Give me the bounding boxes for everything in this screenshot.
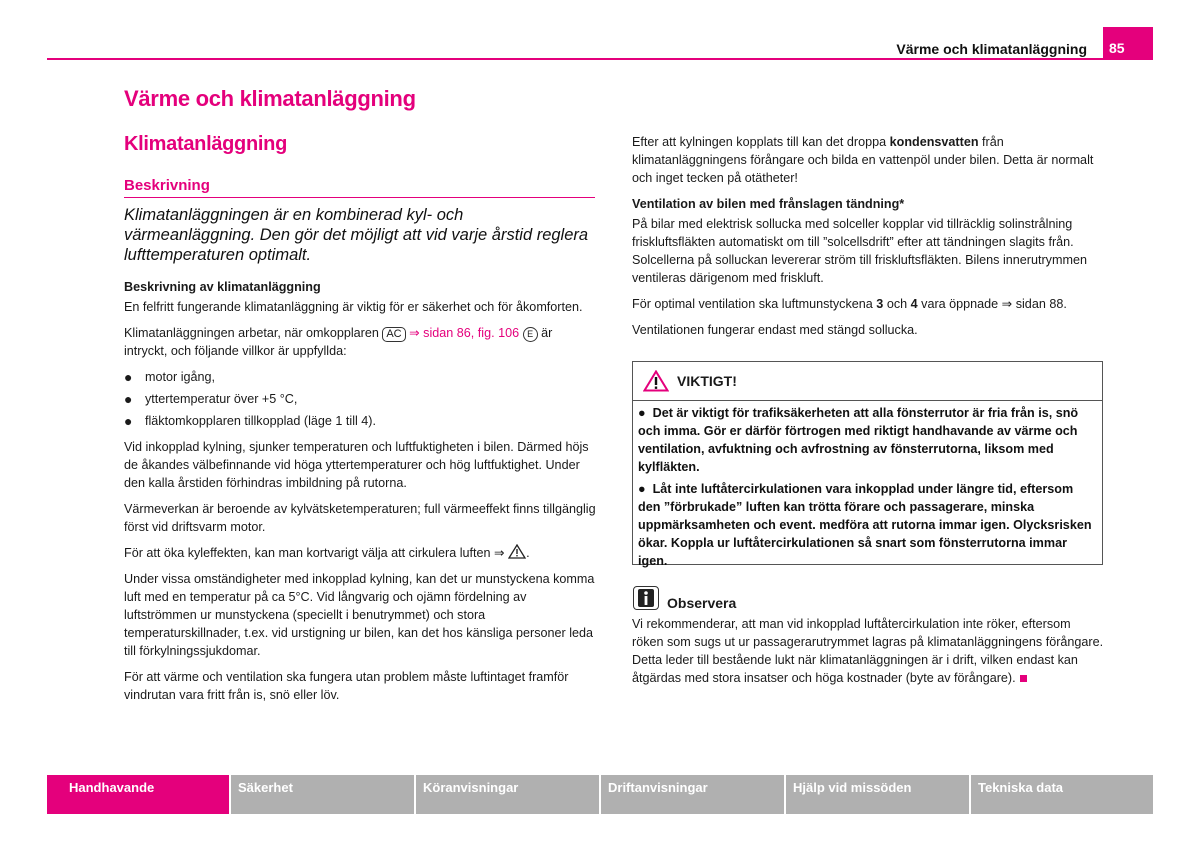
page-number: 85 [1103,27,1153,59]
nav-tab-sakerhet[interactable]: Säkerhet [231,775,414,814]
bullet-icon: ● [124,391,133,407]
callout-circle: E [523,327,538,342]
chapter-title: Värme och klimatanläggning [124,86,416,111]
end-marker-icon [1020,675,1027,682]
warning-body [633,401,1102,570]
subsection-rule [124,197,595,198]
bullet-icon: ● [124,369,133,385]
paragraph: För att öka kyleffekten, kan man kortvarigt välja att cirkulera luften ⇒ . [124,546,530,560]
paragraph: För att värme och ventilation ska fungera utan problem måste luftintaget framför vindrutan vara fritt från is, snö eller löv. [124,670,569,702]
intro-text: Klimatanläggningen är en kombinerad kyl- och värmeanläggning. Den gör det möjligt att vid varje årstid reglera lufttemperaturen optimalt. [124,206,589,264]
left-column [124,278,599,712]
bullet-icon: ● [638,482,653,496]
warning-box [632,361,1103,568]
cross-reference-link[interactable]: ⇒ sidan 86, fig. 106 [409,326,520,340]
subheading-ventilation: Ventilation av bilen med frånslagen tändning* [632,197,905,211]
warning-triangle-icon[interactable] [508,544,526,559]
paragraph-condensation: Efter att kylningen kopplats till kan det droppa kondensvatten från klimatanläggningens förångare och bilda en vattenpöl under bilen. Detta är normalt och inget tecken på otätheter! [632,135,1094,185]
warning-triangle-icon [643,370,669,392]
nav-tab-hjalp[interactable]: Hjälp vid missöden [786,775,969,814]
nav-tab-handhavande[interactable]: Handhavande [47,775,229,814]
bullet-icon: ● [638,406,653,420]
note-text: Vi rekommenderar, att man vid inkopplad luftåtercirkulation inte röker, eftersom röken som sugs ut ur passagerarutrymmet lagras på klimatanläggningens förångare. Detta leder till bestående lukt när klimatanläggningen är i drift, vilken endast kan åtgärdas med stora insatser och höga kostnader (byte av förångare). [632,617,1104,685]
note-title: Observera [667,595,737,611]
bullet-icon: ● [124,413,133,429]
warning-header [633,362,1102,401]
list-item: ● fläktomkopplaren tillkopplad (läge 1 till 4). [124,413,377,429]
ac-button-symbol: AC [382,327,405,342]
list-item: ● motor igång, [124,369,216,385]
paragraph: En felfritt fungerande klimatanläggning är viktig för er säkerhet och för åkomforten. [124,300,583,314]
list-item: ● yttertemperatur över +5 °C, [124,391,298,407]
paragraph: Vid inkopplad kylning, sjunker temperaturen och luftfuktigheten i bilen. Därmed höjs de åkandes välbefinnande vid höga yttertemperaturer och hög luftfuktighet. Under den kalla årstiden förhindras imbildning på rutorna. [124,440,589,490]
running-header-title: Värme och klimatanläggning [896,41,1087,57]
subsection-title: Beskrivning [124,177,210,194]
warning-title: VIKTIGT! [677,373,737,389]
nav-tab-driftanvisningar[interactable]: Driftanvisningar [601,775,784,814]
warning-item: ● Det är viktigt för trafiksäkerheten att alla fönsterrutor är fria från is, snö och imma. Gör er därför förtrogen med riktigt handhavande av värme och ventilation, avfuktning och avfrostning av fönsterrutorna, liksom med kylfläkten. [638,406,1079,474]
paragraph-ac: Klimatanläggningen arbetar, när omkopplaren AC ⇒ sidan 86, fig. 106 E är intryckt, och följande villkor är uppfyllda: [124,326,553,358]
subheading-description: Beskrivning av klimatanläggning [124,280,321,294]
info-icon [633,586,659,610]
header-rule [47,58,1153,60]
right-column [632,133,1104,347]
paragraph: Under vissa omständigheter med inkopplad kylning, kan det ur munstyckena komma luft med en temperatur på ca 5°C. Vid långvarig och ojämn fördelning av luftströmmen ur munstyckena (speciellt i benutrymmet) och stora temperaturskillnader, t.ex. vid urstigning ur bilen, kan det hos känsliga personer leda till förkylningssjukdomar. [124,572,595,658]
nav-tab-koranvisningar[interactable]: Köranvisningar [416,775,599,814]
paragraph: På bilar med elektrisk sollucka med solceller kopplar vid tillräcklig solinstrålning friskluftsfläkten automatiskt om till ”solcellsdrift” efter att tändningen slagits från. Solcellerna på solluckan levererar ström till friskluftsfläkten. Bilens innerutrymmen ventileras därigenom med friskluft. [632,217,1087,285]
paragraph-vents: För optimal ventilation ska luftmunstyckena 3 och 4 vara öppnade ⇒ sidan 88. [632,297,1067,311]
nav-tab-tekniska-data[interactable]: Tekniska data [971,775,1153,814]
paragraph: Värmeverkan är beroende av kylvätsketemperaturen; full värmeeffekt finns tillgänglig först vid driftsvarm motor. [124,502,596,534]
warning-item: ● Låt inte luftåtercirkulationen vara inkopplad under längre tid, eftersom den ”förbrukade” luften kan trötta förare och passagerare, minska uppmärksamheten och event. medföra att rutorna immar igen. Olycksrisken ökar. Koppla ur luftåtercirkulationen så snart som fönsterrutorna immar igen. [638,482,1092,568]
section-title: Klimatanläggning [124,133,287,155]
paragraph: Ventilationen fungerar endast med stängd sollucka. [632,323,918,337]
